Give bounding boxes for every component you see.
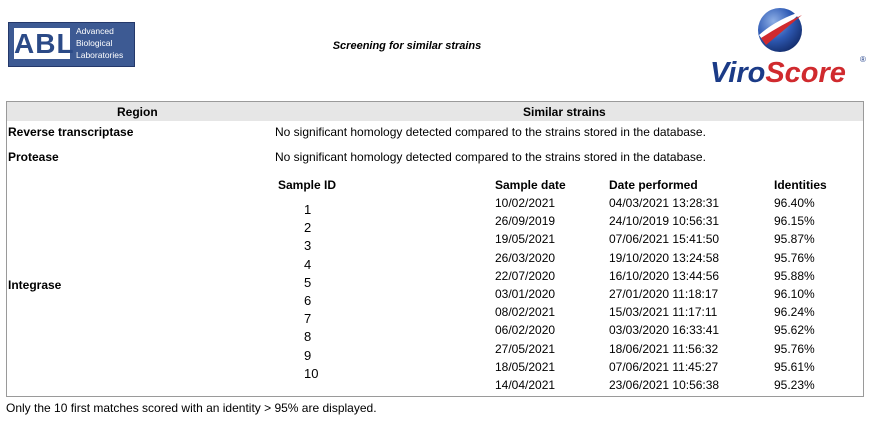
viroscore-wordmark-part: Score	[765, 57, 846, 89]
sample-date-cell: 14/04/2021	[495, 378, 556, 392]
viroscore-wordmark-part: Viro	[710, 57, 766, 89]
sample-date-cell: 22/07/2020	[495, 268, 556, 283]
date-performed-cell: 04/03/2021 13:28:31	[609, 196, 720, 210]
region-result-text: No significant homology detected compared to the strains stored in the database.	[275, 150, 706, 164]
registered-mark: ®	[860, 55, 866, 64]
sample-id-cell: 3	[304, 238, 312, 254]
region-label: Reverse transcriptase	[8, 125, 134, 139]
identities-cell: 96.10%	[774, 287, 815, 301]
sample-id-cell: 4	[304, 256, 312, 272]
abl-logo-line: Biological	[76, 38, 113, 48]
sample-date-cell: 19/05/2021	[495, 232, 556, 247]
date-performed-cell: 03/03/2020 16:33:41	[609, 323, 720, 338]
identities-cell: 95.87%	[774, 232, 815, 247]
sample-id-cell: 2	[304, 220, 312, 236]
date-performed-cell: 16/10/2020 13:44:56	[609, 268, 720, 283]
identities-cell: 95.88%	[774, 268, 815, 283]
sample-date-cell: 18/05/2021	[495, 359, 556, 374]
sample-id-cell: 7	[304, 311, 312, 327]
sample-date-cell: 06/02/2020	[495, 323, 556, 338]
identities-cell: 95.76%	[774, 341, 815, 356]
date-performed-cell: 07/06/2021 15:41:50	[609, 232, 720, 247]
sample-date-cell: 03/01/2020	[495, 287, 556, 301]
date-performed-cell: 18/06/2021 11:56:32	[609, 341, 719, 356]
date-performed-cell: 15/03/2021 11:17:11	[609, 305, 718, 320]
abl-logo-line: Advanced	[76, 26, 114, 36]
date-performed-cell: 24/10/2019 10:56:31	[609, 214, 720, 229]
identities-cell: 95.61%	[774, 359, 815, 374]
footnote: Only the 10 first matches scored with an identity > 95% are displayed.	[6, 401, 377, 415]
abl-logo-text	[76, 25, 123, 61]
column-header-date-performed: Date performed	[609, 178, 698, 192]
identities-cell: 96.24%	[774, 305, 815, 320]
viroscore-wordmark	[710, 57, 846, 89]
identities-cell: 96.40%	[774, 196, 815, 210]
column-header-identities: Identities	[774, 178, 827, 192]
sample-date-cell: 27/05/2021	[495, 341, 556, 356]
sample-date-cell: 10/02/2021	[495, 196, 556, 210]
identities-cell: 95.62%	[774, 323, 815, 338]
column-header-sample-date: Sample date	[495, 178, 566, 192]
viroscore-logo	[710, 5, 870, 93]
sample-id-cell: 9	[304, 347, 312, 363]
column-header-sample-id: Sample ID	[278, 178, 337, 192]
viroscore-sphere-icon	[755, 5, 805, 55]
date-performed-cell: 19/10/2020 13:24:58	[609, 250, 720, 265]
date-performed-cell: 07/06/2021 11:45:27	[609, 359, 719, 374]
date-performed-cell: 23/06/2021 10:56:38	[609, 378, 720, 392]
abl-logo-line: Laboratories	[76, 50, 124, 60]
region-result-text: No significant homology detected compared to the strains stored in the database.	[275, 125, 706, 139]
sample-id-cell: 6	[304, 293, 312, 308]
abl-logo	[8, 22, 135, 67]
region-label: Integrase	[8, 278, 62, 292]
date-performed-cell: 27/01/2020 11:18:17	[609, 287, 719, 301]
sample-id-cell: 1	[304, 202, 312, 217]
identities-cell: 95.76%	[774, 250, 815, 265]
column-header-similar-strains: Similar strains	[523, 105, 606, 119]
abl-logo-mark: ABL	[14, 28, 75, 59]
sample-date-cell: 08/02/2021	[495, 305, 556, 320]
sample-date-cell: 26/03/2020	[495, 250, 556, 265]
sample-date-cell: 26/09/2019	[495, 214, 556, 229]
similar-strains-table	[6, 101, 864, 397]
region-label: Protease	[8, 150, 59, 164]
identities-cell: 96.15%	[774, 214, 815, 229]
identities-cell: 95.23%	[774, 378, 815, 392]
sample-id-cell: 10	[304, 365, 319, 381]
column-header-region: Region	[117, 105, 158, 119]
report-title: Screening for similar strains	[332, 40, 482, 52]
sample-id-cell: 5	[304, 274, 312, 290]
sample-id-cell: 8	[304, 329, 312, 345]
